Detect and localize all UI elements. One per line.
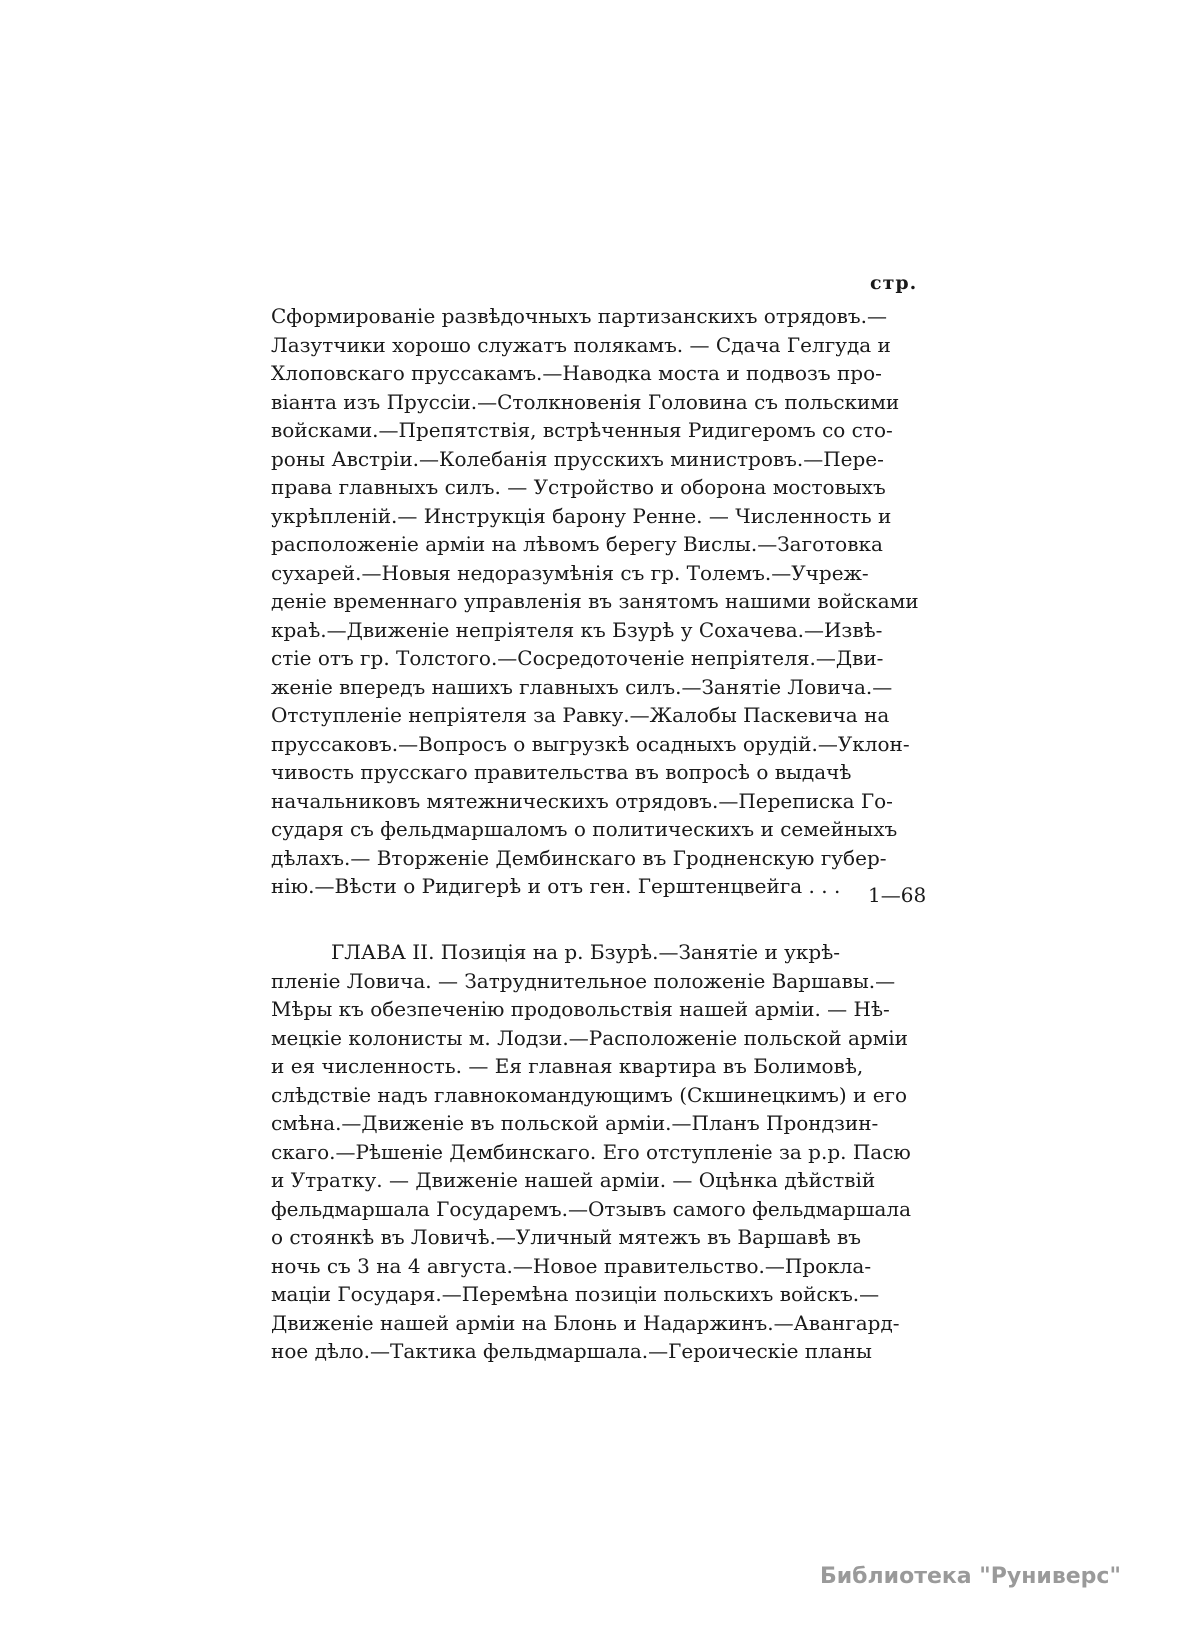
text-line: и Утратку. — Движеніе нашей арміи. — Оцѣнка дѣйствій — [271, 1168, 876, 1192]
chapter-1-page-range: 1—68 — [868, 883, 927, 907]
text-line: права главныхъ силъ. — Устройство и оборона мостовыхъ — [271, 475, 886, 499]
text-line: о стоянкѣ въ Ловичѣ.—Уличный мятежъ въ Варшавѣ въ — [271, 1225, 862, 1249]
text-line: женіе впередъ нашихъ главныхъ силъ.—Занятіе Ловича.— — [271, 674, 893, 699]
text-line: расположеніе арміи на лѣвомъ берегу Вислы.—Заготовка — [271, 532, 883, 556]
text-line: войсками.—Препятствія, встрѣченныя Ридигеромъ со сто- — [271, 418, 893, 442]
text-line: слѣдствіе надъ главнокомандующимъ (Скшинецкимъ) и его — [271, 1082, 908, 1107]
text-line: пленіе Ловича. — Затруднительное положеніе Варшавы.— — [271, 968, 896, 993]
text-line: Хлоповскаго пруссакамъ.—Наводка моста и подвозъ про- — [271, 361, 882, 385]
text-line: начальниковъ мятежническихъ отрядовъ.—Переписка Го- — [271, 788, 893, 813]
text-line: и ея численность. — Ея главная квартира въ Болимовѣ, — [271, 1054, 864, 1078]
text-line: ное дѣло.—Тактика фельдмаршала.—Героическіе планы — [271, 1339, 872, 1363]
text-line: фельдмаршала Государемъ.—Отзывъ самого фельдмаршала — [271, 1196, 912, 1221]
text-line: Движеніе нашей арміи на Блонь и Надаржинъ.—Авангард- — [271, 1310, 900, 1335]
page-column-label: стр. — [870, 272, 918, 294]
chapter-2-text — [271, 938, 912, 1366]
text-line: маціи Государя.—Перемѣна позиціи польскихъ войскъ.— — [271, 1282, 880, 1306]
text-line: чивость прусскаго правительства въ вопросѣ о выдачѣ — [271, 760, 852, 784]
text-line: ночь съ 3 на 4 августа.—Новое правительство.—Прокла- — [271, 1253, 872, 1278]
chapter-2-heading-line: ГЛАВА II. Позиція на р. Бзурѣ.—Занятіе и укрѣ- — [331, 940, 841, 964]
text-line: дѣлахъ.— Вторженіе Дембинскаго въ Гродненскую губер- — [271, 845, 887, 870]
text-line: Лазутчики хорошо служатъ полякамъ. — Сдача Гелгуда и — [271, 332, 891, 357]
text-line: Отступленіе непріятеля за Равку.—Жалобы Паскевича на — [271, 703, 890, 727]
text-line: краѣ.—Движеніе непріятеля къ Бзурѣ у Сохачева.—Извѣ- — [271, 617, 883, 642]
text-line: мецкіе колонисты м. Лодзи.—Расположеніе польской арміи — [271, 1025, 909, 1050]
text-line-last: нію.—Вѣсти о Ридигерѣ и отъ ген. Герштенцвейга . . . — [271, 874, 841, 898]
text-line: смѣна.—Движеніе въ польской арміи.—Планъ Прондзин- — [271, 1111, 879, 1135]
text-line: сударя съ фельдмаршаломъ о политическихъ и семейныхъ — [271, 817, 898, 841]
text-line: Мѣры къ обезпеченію продовольствія нашей арміи. — Нѣ- — [271, 997, 890, 1021]
text-line: деніе временнаго управленія въ занятомъ нашими войсками — [271, 589, 919, 613]
library-watermark: Библиотека "Руниверс" — [820, 1564, 1121, 1589]
text-line: Сформированіе развѣдочныхъ партизанскихъ отрядовъ.— — [271, 304, 888, 328]
text-line: скаго.—Рѣшеніе Дембинскаго. Его отступленіе за р.р. Пасю — [271, 1139, 911, 1164]
text-line: сухарей.—Новыя недоразумѣнія съ гр. Толемъ.—Учреж- — [271, 560, 869, 585]
text-line: пруссаковъ.—Вопросъ о выгрузкѣ осадныхъ орудій.—Уклон- — [271, 731, 910, 756]
text-line: віанта изъ Пруссіи.—Столкновенія Головина съ польскими — [271, 389, 900, 414]
text-line: укрѣпленій.— Инструкція барону Ренне. — Численность и — [271, 503, 892, 528]
text-line: роны Австріи.—Колебанія прусскихъ министровъ.—Пере- — [271, 446, 884, 471]
text-line: стіе отъ гр. Толстого.—Сосредоточеніе непріятеля.—Дви- — [271, 646, 884, 670]
